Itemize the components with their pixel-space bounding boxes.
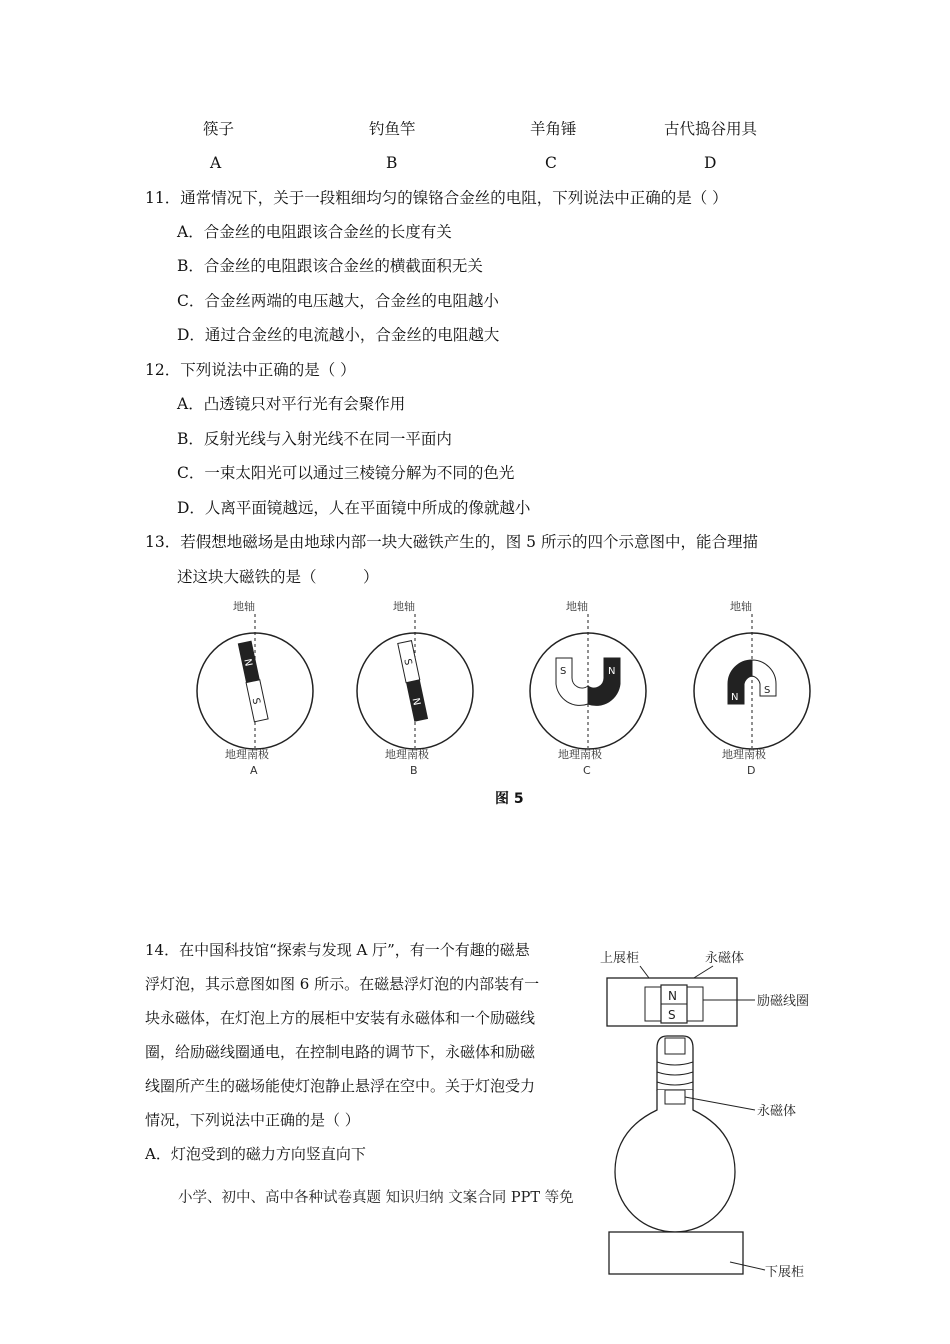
q10-option-letter-b: B <box>386 154 398 172</box>
fig5-d-letter: D <box>747 764 756 777</box>
q14-line-6: 情况，下列说法中正确的是（ ） <box>145 1111 360 1129</box>
light-bulb <box>615 1036 735 1232</box>
fig5-a-top-label: 地轴 <box>233 600 255 613</box>
lower-cabinet <box>609 1232 743 1274</box>
svg-text:N: N <box>608 666 616 677</box>
fig5-panel-d <box>694 599 810 777</box>
fig5-b-top-label: 地轴 <box>393 600 415 613</box>
q10-option-label-b: 钓鱼竿 <box>369 120 416 138</box>
fig5-panel-c <box>530 599 646 777</box>
svg-text:S: S <box>401 657 414 667</box>
svg-text:N: N <box>409 697 422 707</box>
fig5-b-letter: B <box>410 764 418 777</box>
q12-stem: 12．下列说法中正确的是（ ） <box>145 361 356 379</box>
fig5-d-top-label: 地轴 <box>730 600 752 613</box>
q11-option-c: C．合金丝两端的电压越大，合金丝的电阻越小 <box>177 292 499 310</box>
q11-option-d: D．通过合金丝的电流越小，合金丝的电阻越大 <box>177 326 500 344</box>
fig5-c-letter: C <box>583 764 591 777</box>
svg-text:N: N <box>668 989 677 1003</box>
q12-option-b: B．反射光线与入射光线不在同一平面内 <box>177 430 452 448</box>
q14-line-4: 圈，给励磁线圈通电，在控制电路的调节下，永磁体和励磁 <box>145 1043 536 1061</box>
q10-option-letter-c: C <box>545 154 557 172</box>
figure-6-diagram <box>595 940 840 1285</box>
q14-line-5: 线圈所产生的磁场能使灯泡静止悬浮在空中。关于灯泡受力 <box>145 1077 536 1095</box>
fig5-d-bottom-label: 地理南极 <box>722 748 766 761</box>
q12-option-d: D．人离平面镜越远，人在平面镜中所成的像就越小 <box>177 499 531 517</box>
svg-text:N: N <box>731 692 739 703</box>
q10-option-label-a: 筷子 <box>203 120 235 138</box>
q11-stem: 11．通常情况下，关于一段粗细均匀的镍铬合金丝的电阻，下列说法中正确的是（ ） <box>145 189 728 207</box>
q10-option-label-d: 古代捣谷用具 <box>664 120 758 138</box>
fig5-c-top-label: 地轴 <box>566 600 588 613</box>
fig5-a-bottom-label: 地理南极 <box>225 748 269 761</box>
q11-option-b: B．合金丝的电阻跟该合金丝的横截面积无关 <box>177 257 483 275</box>
svg-text:N: N <box>241 657 254 668</box>
q10-option-letter-d: D <box>704 154 717 172</box>
q12-option-c: C．一束太阳光可以通过三棱镜分解为不同的色光 <box>177 464 515 482</box>
svg-text:S: S <box>249 697 262 706</box>
fig5-a-letter: A <box>250 764 258 777</box>
page-footer-text: 小学、初中、高中各种试卷真题 知识归纳 文案合同 PPT 等免 <box>178 1190 574 1206</box>
label-upper-cabinet: 上展柜 <box>600 951 640 966</box>
q11-option-a: A．合金丝的电阻跟该合金丝的长度有关 <box>177 223 452 241</box>
figure-5-diagram <box>190 596 830 786</box>
bar-magnet-a <box>238 641 268 722</box>
fig5-panel-b <box>357 599 473 777</box>
q13-stem-line1: 13．若假想地磁场是由地球内部一块大磁铁产生的，图 5 所示的四个示意图中，能合理描 <box>145 533 758 551</box>
svg-text:S: S <box>560 666 567 677</box>
label-lower-cabinet: 下展柜 <box>765 1265 805 1280</box>
q14-line-3: 块永磁体，在灯泡上方的展柜中安装有永磁体和一个励磁线 <box>145 1009 536 1027</box>
bulb-permanent-magnet <box>665 1090 685 1104</box>
svg-text:S: S <box>764 685 771 696</box>
figure-5-caption: 图 5 <box>495 791 524 807</box>
fig5-b-bottom-label: 地理南极 <box>385 748 429 761</box>
q12-option-a: A．凸透镜只对平行光有会聚作用 <box>177 395 406 413</box>
label-magnet-bulb: 永磁体 <box>757 1104 797 1119</box>
q14-option-a: A．灯泡受到的磁力方向竖直向下 <box>145 1145 366 1163</box>
q10-option-label-c: 羊角锤 <box>530 120 577 138</box>
q13-stem-line2: 述这块大磁铁的是（ ） <box>177 568 379 586</box>
svg-text:S: S <box>668 1008 676 1022</box>
bar-magnet-b <box>398 641 428 722</box>
q10-option-letter-a: A <box>210 154 222 172</box>
fig5-panel-a <box>197 599 313 777</box>
fig5-c-bottom-label: 地理南极 <box>558 748 602 761</box>
label-magnet-top: 永磁体 <box>705 951 745 966</box>
label-coil: 励磁线圈 <box>757 994 810 1009</box>
q14-line-1: 14．在中国科技馆“探索与发现 A 厅”，有一个有趣的磁悬 <box>145 941 530 959</box>
q14-line-2: 浮灯泡，其示意图如图 6 所示。在磁悬浮灯泡的内部装有一 <box>145 975 540 993</box>
